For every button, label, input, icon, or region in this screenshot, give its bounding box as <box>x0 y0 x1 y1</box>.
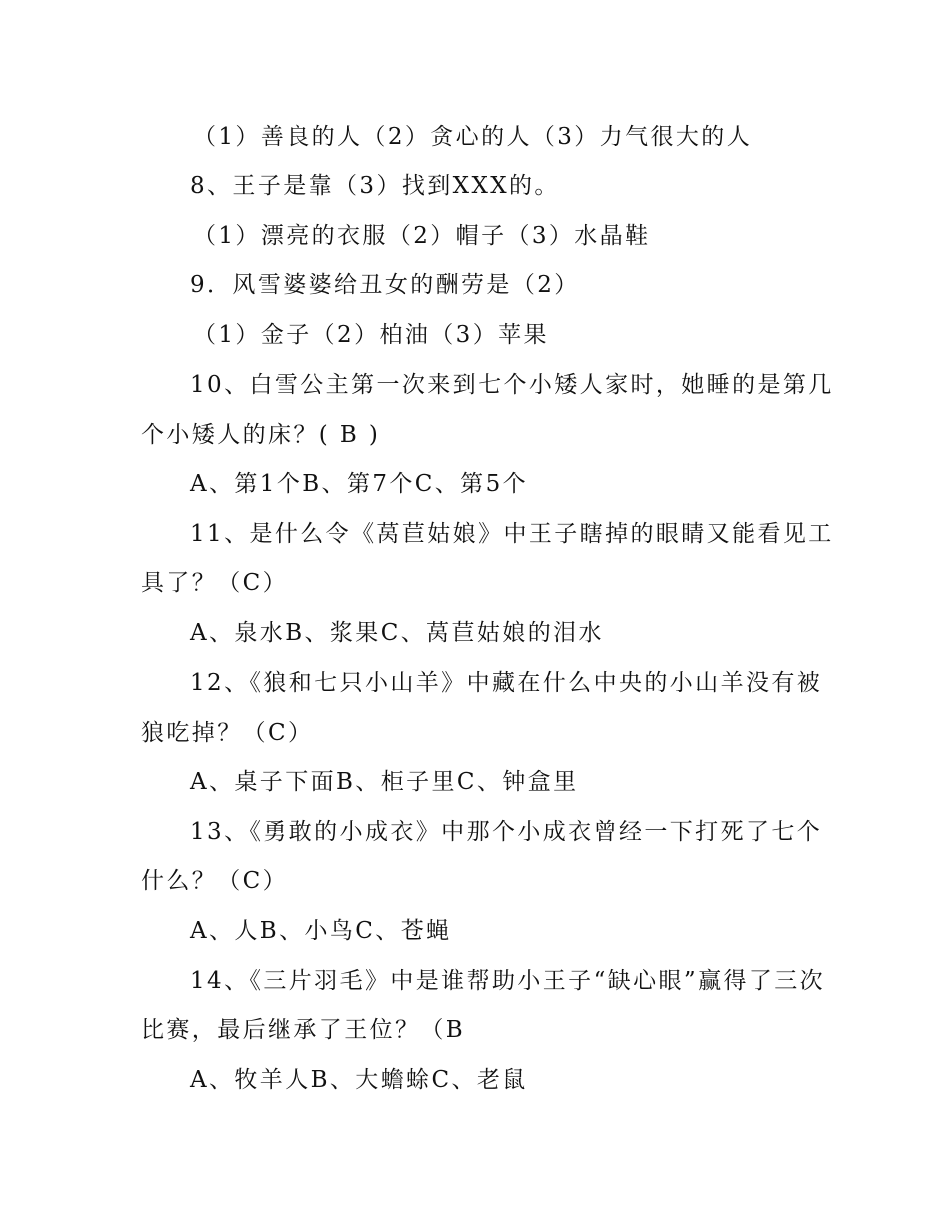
text-line-8: A、第1个B、第7个C、第5个 <box>190 471 529 497</box>
text-line-19: 比赛，最后继承了王位？（B <box>141 1017 466 1043</box>
text-line-18: 14、《三片羽毛》中是谁帮助小王子“缺心眼”赢得了三次 <box>190 968 826 994</box>
text-line-16: 什么？（C） <box>141 868 288 894</box>
text-line-5: （1）金子（2）柏油（3）苹果 <box>193 322 549 348</box>
text-line-1: （1）善良的人（2）贪心的人（3）力气很大的人 <box>193 124 753 150</box>
text-line-17: A、人B、小鸟C、苍蝇 <box>190 918 452 944</box>
text-line-13: 狼吃掉？（C） <box>141 720 314 746</box>
text-line-4: 9．风雪婆婆给丑女的酬劳是（2） <box>190 272 580 298</box>
text-line-20: A、牧羊人B、大蟾蜍C、老鼠 <box>190 1067 528 1093</box>
text-line-7: 个小矮人的床？( B ) <box>141 422 381 448</box>
text-line-14: A、桌子下面B、柜子里C、钟盒里 <box>190 769 579 795</box>
text-line-12: 12、《狼和七只小山羊》中藏在什么中央的小山羊没有被 <box>190 670 823 696</box>
text-line-3: （1）漂亮的衣服（2）帽子（3）水晶鞋 <box>193 223 651 249</box>
text-line-11: A、泉水B、浆果C、莴苣姑娘的泪水 <box>190 620 604 646</box>
text-line-2: 8、王子是靠（3）找到XXX的。 <box>190 173 560 199</box>
text-line-15: 13、《勇敢的小成衣》中那个小成衣曾经一下打死了七个 <box>190 819 823 845</box>
text-line-6: 10、白雪公主第一次来到七个小矮人家时，她睡的是第几 <box>190 372 834 398</box>
text-line-9: 11、是什么令《莴苣姑娘》中王子瞎掉的眼睛又能看见工 <box>190 521 834 547</box>
text-line-10: 具了？（C） <box>141 570 288 596</box>
